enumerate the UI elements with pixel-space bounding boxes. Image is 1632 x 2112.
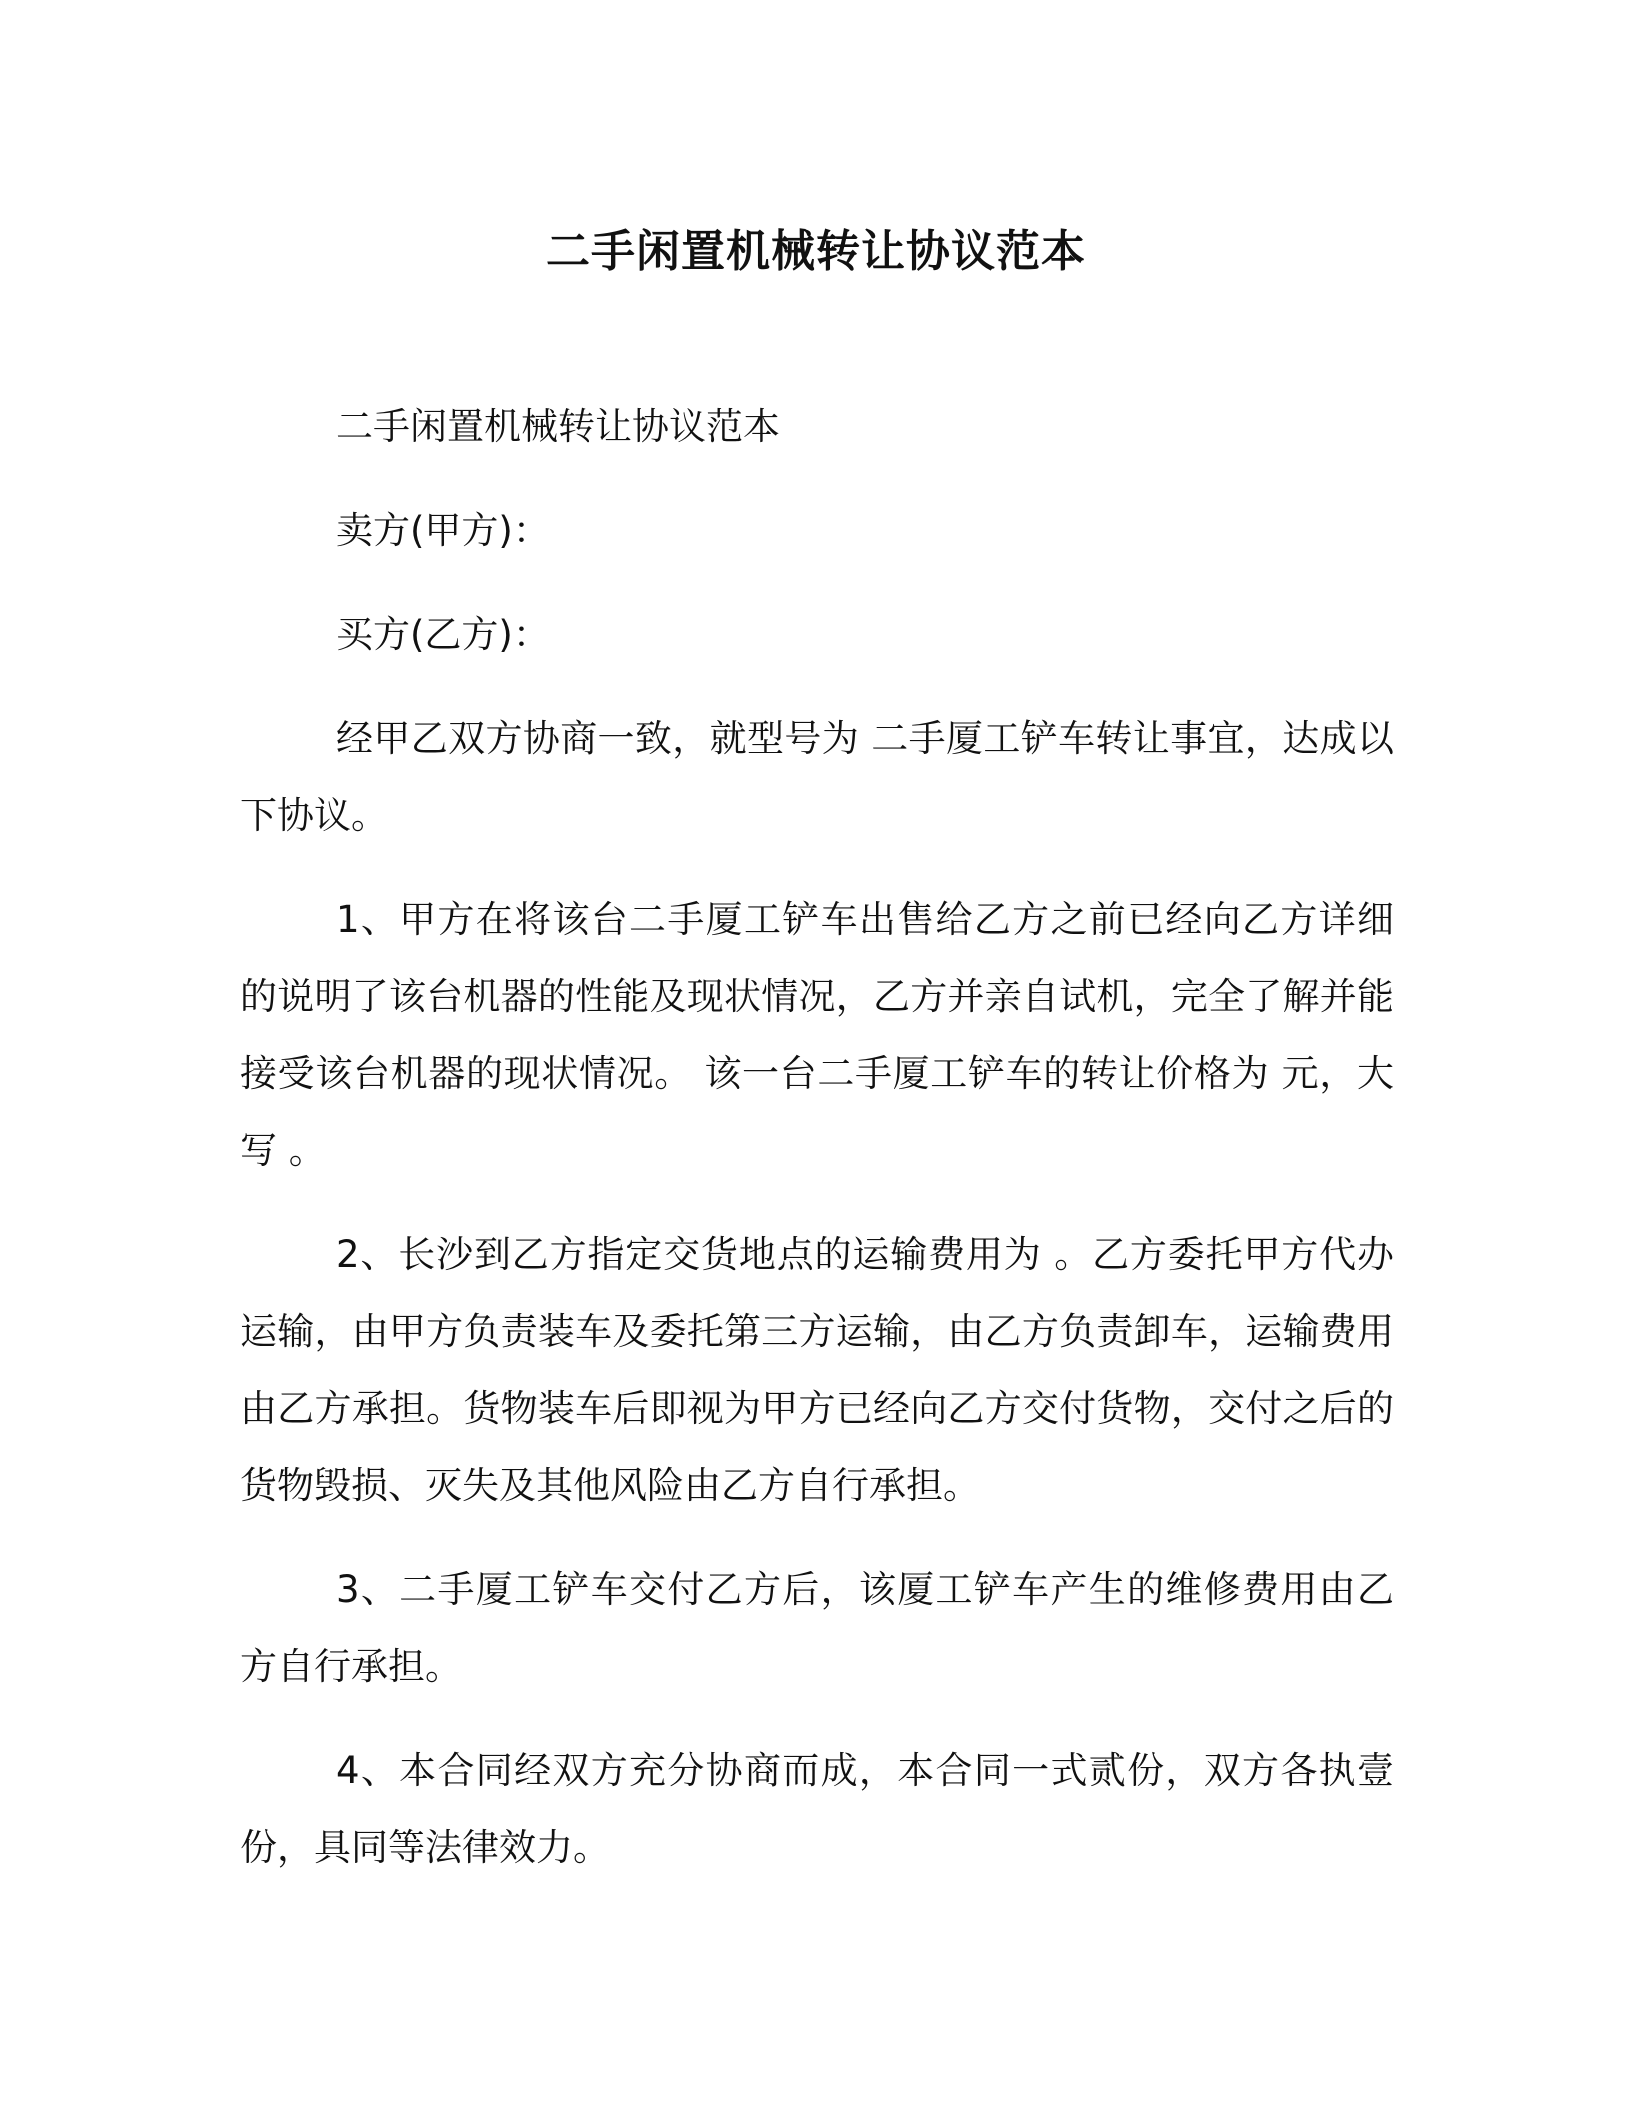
clause-3: 3、二手厦工铲车交付乙方后，该厦工铲车产生的维修费用由乙方自行承担。 <box>240 1568 1394 1688</box>
intro-paragraph: 经甲乙双方协商一致，就型号为 二手厦工铲车转让事宜，达成以下协议。 <box>240 717 1394 837</box>
buyer-label: 买方(乙方)： <box>336 613 550 656</box>
document-subtitle: 二手闲置机械转让协议范本 <box>336 405 780 448</box>
clause-1: 1、甲方在将该台二手厦工铲车出售给乙方之前已经向乙方详细的说明了该台机器的性能及现状情况，乙方并亲自试机，完全了解并能接受该台机器的现状情况。 该一台二手厦工铲车的转让价格为 元，大写 。 <box>240 898 1394 1172</box>
seller-label: 卖方(甲方)： <box>336 509 550 552</box>
clause-2: 2、长沙到乙方指定交货地点的运输费用为 。乙方委托甲方代办运输，由甲方负责装车及委托第三方运输，由乙方负责卸车，运输费用由乙方承担。货物装车后即视为甲方已经向乙方交付货物，交付之后的货物毁损、灭失及其他风险由乙方自行承担。 <box>240 1233 1394 1507</box>
document-body <box>240 388 1394 1913</box>
clause-4: 4、本合同经双方充分协商而成，本合同一式贰份，双方各执壹份，具同等法律效力。 <box>240 1749 1394 1869</box>
document-title: 二手闲置机械转让协议范本 <box>546 226 1086 277</box>
